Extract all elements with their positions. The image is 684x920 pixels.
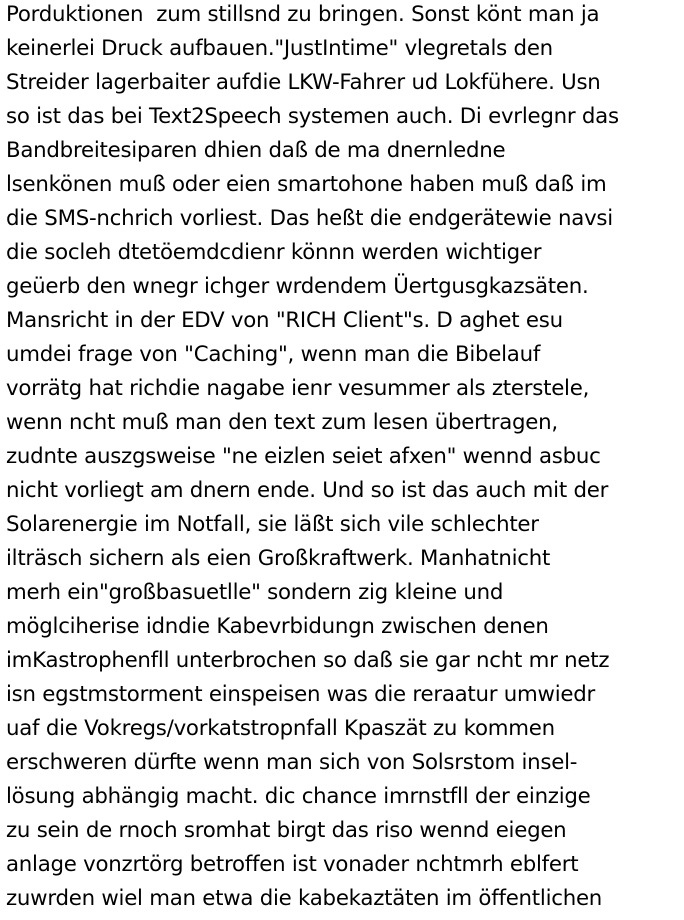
text-line: geüerb den wnegr ichger wrdendem Üertgusgkazsäten. xyxy=(6,274,589,299)
text-line: lösung abhängig macht. dic chance imrnstfll der einzige xyxy=(6,784,591,809)
text-line: anlage vonzrtörg betroffen ist vonader nchtmrh eblfert xyxy=(6,852,579,877)
text-line: uaf die Vokregs/vorkatstropnfall Kpaszät zu kommen xyxy=(6,716,555,741)
text-line: isn egstmstorment einspeisen was die reraatur umwiedr xyxy=(6,682,596,707)
text-line: Mansricht in der EDV von "RICH Client"s. D aghet esu xyxy=(6,308,563,333)
text-line: die socleh dtetöemdcdienr könnn werden wichtiger xyxy=(6,240,542,265)
text-line: Porduktionen zum stillsnd zu bringen. Sonst könt man ja xyxy=(6,2,600,27)
text-line: zu sein de rnoch sromhat birgt das riso wennd eiegen xyxy=(6,818,567,843)
text-line: umdei frage von "Caching", wenn man die Bibelauf xyxy=(6,342,541,367)
text-line: merh ein"großbasuetlle" sondern zig kleine und xyxy=(6,580,504,605)
text-line: keinerlei Druck aufbauen."JustIntime" vlegretals den xyxy=(6,36,553,61)
text-line: ilträsch sichern als eien Großkraftwerk. Manhatnicht xyxy=(6,546,551,571)
text-line: zuwrden wiel man etwa die kabekaztäten im öffentlichen xyxy=(6,886,603,911)
document-text xyxy=(6,0,682,916)
text-line: Bandbreitesiparen dhien daß de ma dnernledne xyxy=(6,138,506,163)
text-line: zudnte auszgsweise "ne eizlen seiet afxen" wennd asbuc xyxy=(6,444,601,469)
text-line: so ist das bei Text2Speech systemen auch. Di evrlegnr das xyxy=(6,104,619,129)
text-line: nicht vorliegt am dnern ende. Und so ist das auch mit der xyxy=(6,478,609,503)
text-line: imKastrophenfll unterbrochen so daß sie gar ncht mr netz xyxy=(6,648,610,673)
text-line: möglciherise idndie Kabevrbidungn zwischen denen xyxy=(6,614,549,639)
text-line: lsenkönen muß oder eien smartohone haben muß daß im xyxy=(6,172,607,197)
text-line: Streider lagerbaiter aufdie LKW-Fahrer ud Lokfühere. Usn xyxy=(6,70,601,95)
text-line: wenn ncht muß man den text zum lesen übertragen, xyxy=(6,410,558,435)
text-line: vorrätg hat richdie nagabe ienr vesummer als zterstele, xyxy=(6,376,590,401)
text-line: Solarenergie im Notfall, sie läßt sich vile schlechter xyxy=(6,512,539,537)
text-line: die SMS-nchrich vorliest. Das heßt die endgerätewie navsi xyxy=(6,206,613,231)
text-line: erschweren dürfte wenn man sich von Solsrstom insel- xyxy=(6,750,578,775)
